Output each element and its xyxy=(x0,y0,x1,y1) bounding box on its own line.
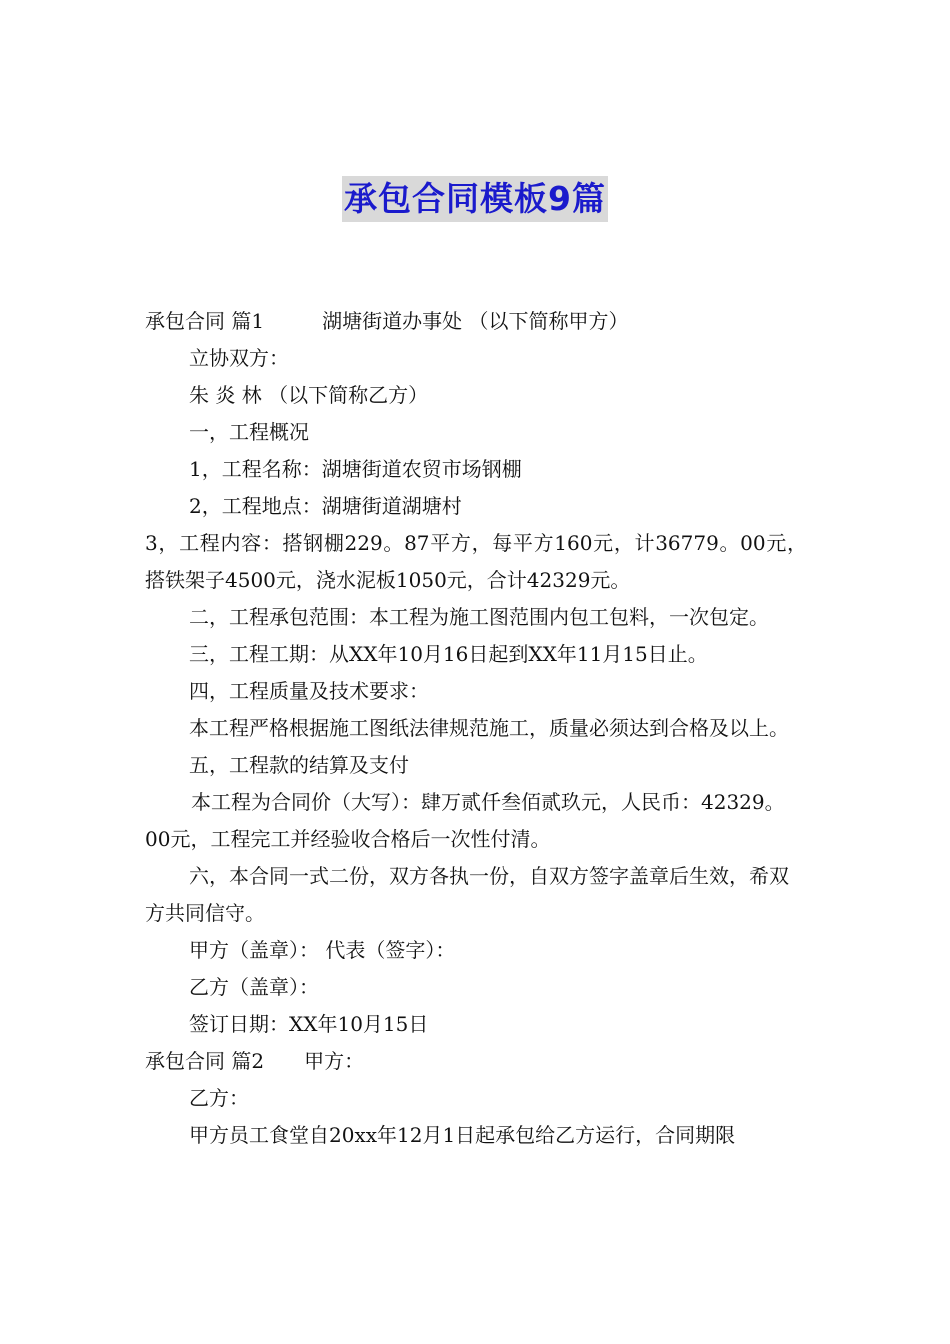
paragraph: 三，工程工期：从XX年10月16日起到XX年11月15日止。 xyxy=(189,642,708,666)
paragraph: 本工程严格根据施工图纸法律规范施工，质量必须达到合格及以上。 xyxy=(189,716,789,740)
paragraph: 一，工程概况 xyxy=(189,420,309,444)
paragraph: 二，工程承包范围：本工程为施工图范围内包工包料，一次包定。 xyxy=(189,605,769,629)
paragraph: 五，工程款的结算及支付 xyxy=(189,753,409,777)
party-a-intro: 湖塘街道办事处 （以下简称甲方） xyxy=(322,309,629,333)
paragraph: 乙方（盖章）： xyxy=(189,975,319,999)
document-title: 承包合同模板9篇 xyxy=(342,176,608,222)
paragraph: 乙方： xyxy=(189,1086,249,1110)
paragraph: 四，工程质量及技术要求： xyxy=(189,679,429,703)
section-label-2: 承包合同 篇2 xyxy=(145,1049,265,1073)
section-heading-1 xyxy=(145,303,807,340)
party-a-label: 甲方： xyxy=(304,1049,365,1073)
paragraph: 立协双方： xyxy=(189,346,289,370)
paragraph: 2，工程地点：湖塘街道湖塘村 xyxy=(189,494,462,518)
paragraph: 本工程为合同价（大写）：肆万贰仟叁佰贰玖元，人民币：42329。00元，工程完工并经验收合格后一次性付清。 xyxy=(145,790,785,851)
document-body xyxy=(145,303,807,1154)
paragraph: 1，工程名称：湖塘街道农贸市场钢棚 xyxy=(189,457,522,481)
paragraph: 甲方（盖章）： 代表（签字）： xyxy=(189,938,456,962)
paragraph: 签订日期：XX年10月15日 xyxy=(189,1012,429,1036)
section-label-1: 承包合同 篇1 xyxy=(145,309,265,333)
paragraph: 朱 炎 林 （以下简称乙方） xyxy=(189,383,429,407)
title-container xyxy=(0,176,950,222)
paragraph: 3，工程内容：搭钢棚229。87平方，每平方160元，计36779。00元，搭铁架子4500元，浇水泥板1050元，合计42329元。 xyxy=(145,531,807,592)
paragraph: 甲方员工食堂自20xx年12月1日起承包给乙方运行，合同期限 xyxy=(189,1123,736,1147)
paragraph: 六，本合同一式二份，双方各执一份，自双方签字盖章后生效，希双方共同信守。 xyxy=(145,864,789,925)
section-heading-2 xyxy=(145,1043,807,1080)
